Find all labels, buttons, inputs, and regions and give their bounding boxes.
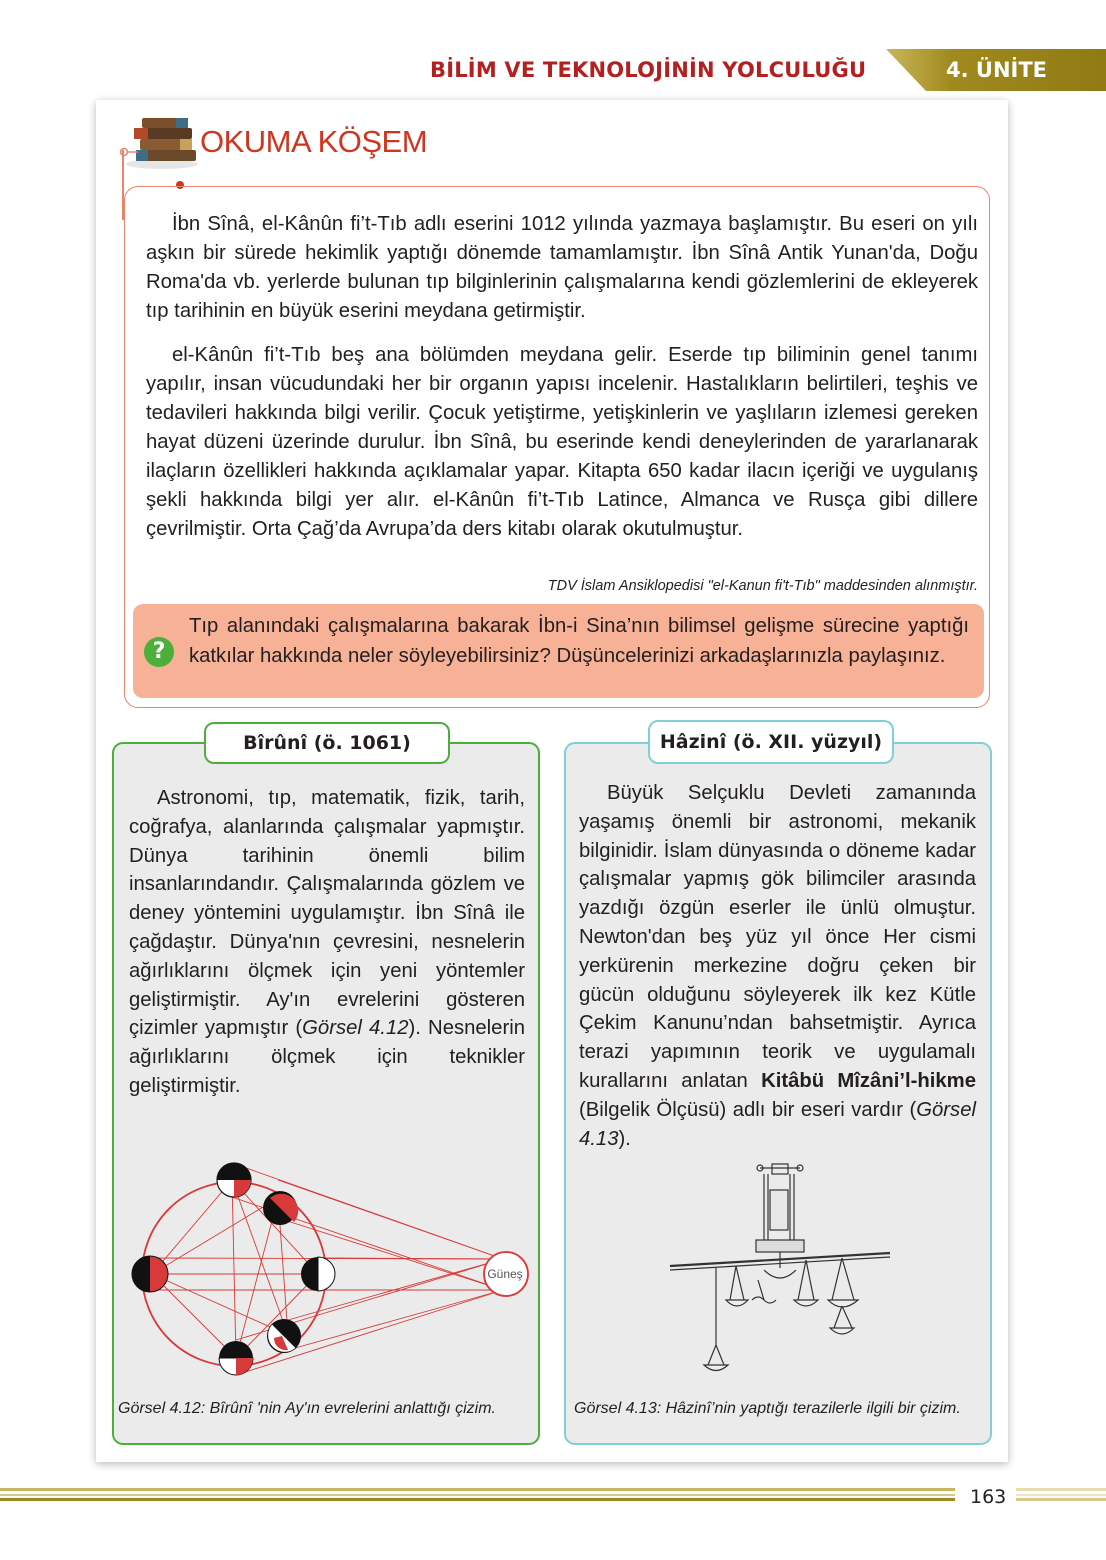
question-icon: ? [144,637,174,667]
page-number: 163 [970,1486,1007,1508]
moon-left [132,1256,168,1292]
footer-stripes [0,1486,1106,1506]
reading-source: TDV İslam Ansiklopedisi "el-Kanun fi't-Tıb" maddesinden alınmıştır. [547,578,978,594]
hazini-caption: Görsel 4.13: Hâzinî’nin yaptığı terazilerle ilgili bir çizim. [574,1400,961,1417]
balance-scale-drawing [664,1160,894,1385]
reading-corner-title: OKUMA KÖŞEM [200,124,428,159]
question-text: Tıp alanındaki çalışmalarına bakarak İbn-i Sina’nın bilimsel gelişme sürecine yaptığı katkılar hakkında neler söyleyebilirsiniz? Düşüncelerinizi arkadaşlarınızla paylaşınız. [189,615,969,667]
biruni-text: Astronomi, tıp, matematik, fizik, tarih, coğrafya, alanlarında çalışmalar yapmıştır. Dünya tarihinin önemli bilim insanlarındandır. Çalışmalarında gözlem ve deney yöntemini uygulamıştır. İbn Sînâ ile çağdaştır. Dünya'nın çevresini, nesnelerin ağırlıklarını ölçmek için yeni yöntemler geliştirmiştir. Ay'ın evrelerini gösteren çizimler yapmıştır (Görsel 4.12). Nesnelerin ağırlıklarını ölçmek için teknikler geliştirmiştir. [129,787,525,1097]
moon-crescent-lower [267,1319,301,1353]
biruni-title: Bîrûnî (ö. 1061) [204,722,450,764]
moon-phases-diagram [122,1160,532,1390]
moon-new-bottom [219,1341,253,1375]
chapter-title: BİLİM VE TEKNOLOJİNİN YOLCULUĞU [430,58,867,82]
reading-paragraph-1: İbn Sînâ, el-Kânûn fi’t-Tıb adlı eserini 1012 yılında yazmaya başlamıştır. Bu eseri on yılı aşkın bir sürede hekimlik yaptığı dönemde tamamlamıştır. İbn Sînâ Antik Yunan'da, Doğu Roma'da vb. yerlerde bulunan tıp bilginlerinin çalışmalarına kendi gözlemlerini de ekleyerek tıp tarihinin en büyük eserini meydana getirmiştir. [146,213,978,322]
moon-full [217,1163,251,1197]
moon-gibbous [263,1191,298,1225]
biruni-caption: Görsel 4.12: Bîrûnî 'nin Ay'ın evrelerini anlattığı çizim. [118,1400,496,1417]
moon-quarter-right [301,1257,335,1291]
hazini-title: Hâzinî (ö. XII. yüzyıl) [648,720,894,764]
books-icon [116,112,200,172]
sun-label: Güneş [487,1267,523,1281]
reading-paragraph-2: el-Kânûn fi’t-Tıb beş ana bölümden meydana gelir. Eserde tıp biliminin genel tanımı yapılır, insan vücudundaki her bir organın yapısı incelenir. Hastalıkların belirtileri, teşhis ve tedavileri hakkında bilgi verilir. Çocuk yetiştirme, yetişkinlerin ve yaşlıların izlemesi gereken hayat düzeni üzerinde durulur. İbn Sînâ, bu eserinde kendi deneylerinden de yararlanarak ilaçların özellikleri hakkında açıklamalar yapar. Kitapta 650 kadar ilacın içeriği ve uygulanış şekli hakkında bilgi yer alır. el-Kânûn fi’t-Tıb Latince, Almanca ve Rusça gibi dillere çevrilmiştir. Orta Çağ’da Avrupa’da ders kitabı olarak okutulmuştur. [146,344,978,540]
hazini-text: Büyük Selçuklu Devleti zamanında yaşamış önemli bir astronomi, mekanik bilginidir. İslam dünyasında o döneme kadar çalışmalar yapmış gök bilimciler arasında yazdığı özgün eserler ile ünlü olmuştur. Newton'dan beş yüz yıl önce Her cismi yerkürenin merkezine doğru çeken bir gücün olduğunu söyleyerek ilk kez Kütle Çekim Kanunu’ndan bahsetmiştir. Ayrıca terazi yapımının teorik ve uygulamalı kurallarını anlatan Kitâbü Mîzâni’l-hikme (Bilgelik Ölçüsü) adlı bir eseri vardır (Görsel 4.13). [579,782,976,1150]
unit-label: 4. ÜNİTE [946,58,1048,82]
